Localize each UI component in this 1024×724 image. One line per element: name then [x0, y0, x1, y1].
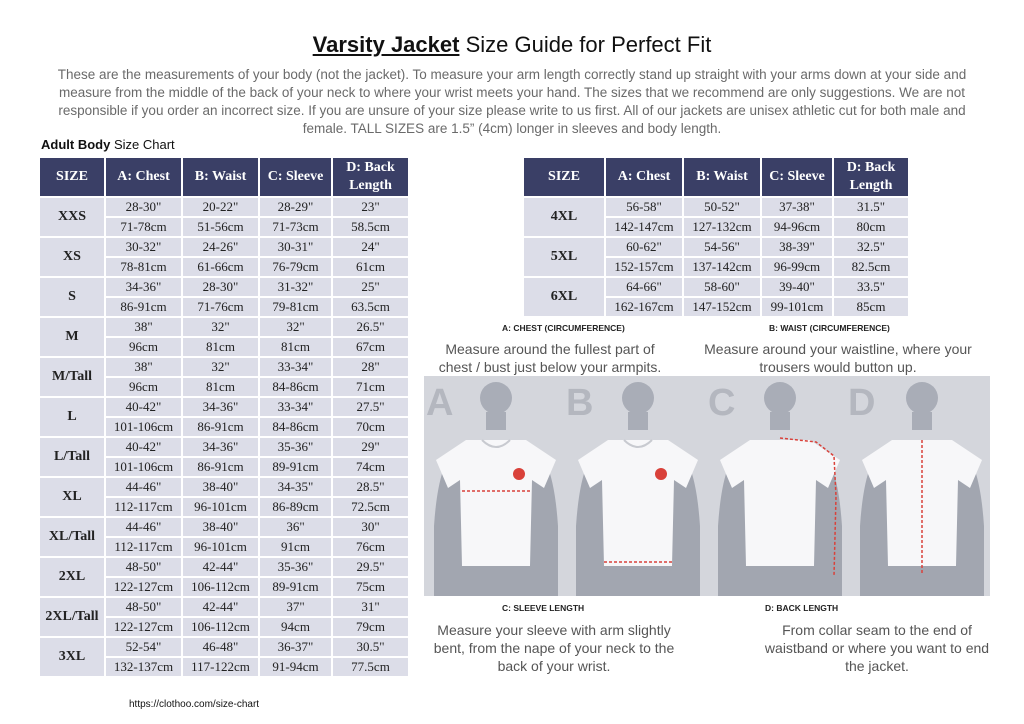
subtitle-bold: Adult Body	[41, 137, 111, 152]
cm-cell: 84-86cm	[260, 378, 331, 396]
inch-cell: 37-38"	[762, 198, 832, 216]
cm-cell: 86-89cm	[260, 498, 331, 516]
cm-cell: 82.5cm	[834, 258, 908, 276]
source-url: https://clothoo.com/size-chart	[129, 699, 260, 710]
size-table-right	[522, 156, 910, 318]
cm-cell: 79-81cm	[260, 298, 331, 316]
inch-cell: 38"	[106, 358, 181, 376]
cm-cell: 71-76cm	[183, 298, 258, 316]
cm-cell: 94-96cm	[762, 218, 832, 236]
cm-cell: 101-106cm	[106, 418, 181, 436]
cm-cell: 71-73cm	[260, 218, 331, 236]
waist-measure-header: B: WAIST (CIRCUMFERENCE)	[769, 323, 890, 333]
sleeve-measure-header: C: SLEEVE LENGTH	[502, 603, 585, 613]
inch-cell: 42-44"	[183, 598, 258, 616]
subtitle-rest: Size Chart	[110, 137, 175, 152]
cm-cell: 86-91cm	[106, 298, 181, 316]
inch-cell: 38"	[106, 318, 181, 336]
cm-cell: 81cm	[260, 338, 331, 356]
table-row	[40, 438, 408, 456]
inch-cell: 58-60"	[684, 278, 760, 296]
inch-cell: 34-36"	[183, 438, 258, 456]
column-header: B: Waist	[183, 158, 258, 196]
inch-cell: 32"	[183, 318, 258, 336]
inch-cell: 30-32"	[106, 238, 181, 256]
inch-cell: 50-52"	[684, 198, 760, 216]
figure-letter-a: A	[426, 382, 454, 424]
chest-measure-description: Measure around the fullest part of chest / bust just below your armpits.	[438, 341, 662, 375]
back-measure-header: D: BACK LENGTH	[765, 603, 839, 613]
figure-letter-c: C	[708, 382, 736, 424]
cm-cell: 77.5cm	[333, 658, 408, 676]
figure-letter-b: B	[566, 382, 594, 424]
cm-cell: 96-99cm	[762, 258, 832, 276]
inch-cell: 32.5"	[834, 238, 908, 256]
cm-cell: 58.5cm	[333, 218, 408, 236]
inch-cell: 39-40"	[762, 278, 832, 296]
table-row	[40, 318, 408, 336]
inch-cell: 38-39"	[762, 238, 832, 256]
cm-cell: 96cm	[106, 378, 181, 396]
title-product: Varsity Jacket	[312, 32, 460, 57]
inch-cell: 25"	[333, 278, 408, 296]
size-label: XL	[40, 478, 104, 516]
inch-cell: 32"	[183, 358, 258, 376]
column-header: D: Back Length	[333, 158, 408, 196]
column-header: A: Chest	[106, 158, 181, 196]
column-header: C: Sleeve	[260, 158, 331, 196]
column-header: A: Chest	[606, 158, 682, 196]
cm-cell: 72.5cm	[333, 498, 408, 516]
cm-cell: 71cm	[333, 378, 408, 396]
inch-cell: 60-62"	[606, 238, 682, 256]
column-header: B: Waist	[684, 158, 760, 196]
inch-cell: 34-35"	[260, 478, 331, 496]
cm-cell: 94cm	[260, 618, 331, 636]
cm-cell: 86-91cm	[183, 458, 258, 476]
measurement-illustration	[424, 376, 990, 596]
inch-cell: 33-34"	[260, 358, 331, 376]
inch-cell: 64-66"	[606, 278, 682, 296]
cm-cell: 51-56cm	[183, 218, 258, 236]
size-label: 5XL	[524, 238, 604, 276]
size-label: M	[40, 318, 104, 356]
inch-cell: 29.5"	[333, 558, 408, 576]
size-label: XXS	[40, 198, 104, 236]
size-label: 6XL	[524, 278, 604, 316]
inch-cell: 54-56"	[684, 238, 760, 256]
table-row	[40, 398, 408, 416]
inch-cell: 36-37"	[260, 638, 331, 656]
cm-cell: 74cm	[333, 458, 408, 476]
inch-cell: 30.5"	[333, 638, 408, 656]
cm-cell: 89-91cm	[260, 578, 331, 596]
cm-cell: 142-147cm	[606, 218, 682, 236]
size-label: 2XL/Tall	[40, 598, 104, 636]
inch-cell: 28"	[333, 358, 408, 376]
inch-cell: 44-46"	[106, 478, 181, 496]
cm-cell: 101-106cm	[106, 458, 181, 476]
inch-cell: 24-26"	[183, 238, 258, 256]
cm-cell: 91-94cm	[260, 658, 331, 676]
back-measure-description: From collar seam to the end of waistband or where you want to end the jacket.	[764, 622, 990, 674]
table-row	[524, 238, 908, 256]
cm-cell: 96-101cm	[183, 498, 258, 516]
cm-cell: 106-112cm	[183, 618, 258, 636]
inch-cell: 30-31"	[260, 238, 331, 256]
column-header: C: Sleeve	[762, 158, 832, 196]
size-label: 2XL	[40, 558, 104, 596]
size-label: S	[40, 278, 104, 316]
inch-cell: 23"	[333, 198, 408, 216]
cm-cell: 71-78cm	[106, 218, 181, 236]
size-label: L	[40, 398, 104, 436]
table-row	[40, 358, 408, 376]
cm-cell: 152-157cm	[606, 258, 682, 276]
inch-cell: 46-48"	[183, 638, 258, 656]
table-row	[40, 598, 408, 616]
page-title	[0, 32, 1024, 58]
inch-cell: 28.5"	[333, 478, 408, 496]
inch-cell: 27.5"	[333, 398, 408, 416]
inch-cell: 30"	[333, 518, 408, 536]
inch-cell: 31-32"	[260, 278, 331, 296]
cm-cell: 162-167cm	[606, 298, 682, 316]
inch-cell: 48-50"	[106, 598, 181, 616]
size-label: M/Tall	[40, 358, 104, 396]
inch-cell: 36"	[260, 518, 331, 536]
cm-cell: 79cm	[333, 618, 408, 636]
cm-cell: 67cm	[333, 338, 408, 356]
mannequin-d	[860, 382, 984, 596]
inch-cell: 31"	[333, 598, 408, 616]
inch-cell: 40-42"	[106, 398, 181, 416]
mannequin-c	[718, 382, 842, 596]
inch-cell: 40-42"	[106, 438, 181, 456]
cm-cell: 81cm	[183, 338, 258, 356]
cm-cell: 78-81cm	[106, 258, 181, 276]
chest-measure-header: A: CHEST (CIRCUMFERENCE)	[502, 323, 625, 333]
cm-cell: 86-91cm	[183, 418, 258, 436]
inch-cell: 37"	[260, 598, 331, 616]
inch-cell: 26.5"	[333, 318, 408, 336]
inch-cell: 52-54"	[106, 638, 181, 656]
column-header: SIZE	[40, 158, 104, 196]
inch-cell: 34-36"	[183, 398, 258, 416]
mannequin-figures	[424, 376, 990, 596]
inch-cell: 34-36"	[106, 278, 181, 296]
cm-cell: 127-132cm	[684, 218, 760, 236]
cm-cell: 117-122cm	[183, 658, 258, 676]
cm-cell: 70cm	[333, 418, 408, 436]
inch-cell: 31.5"	[834, 198, 908, 216]
column-header: SIZE	[524, 158, 604, 196]
size-label: L/Tall	[40, 438, 104, 476]
inch-cell: 28-29"	[260, 198, 331, 216]
table-row	[40, 558, 408, 576]
cm-cell: 147-152cm	[684, 298, 760, 316]
inch-cell: 28-30"	[106, 198, 181, 216]
cm-cell: 137-142cm	[684, 258, 760, 276]
cm-cell: 122-127cm	[106, 578, 181, 596]
inch-cell: 38-40"	[183, 478, 258, 496]
sleeve-measure-description: Measure your sleeve with arm slightly bent, from the nape of your neck to the back of your wrist.	[433, 622, 675, 674]
inch-cell: 35-36"	[260, 438, 331, 456]
table-row	[40, 638, 408, 656]
size-label: 3XL	[40, 638, 104, 676]
intro-text: These are the measurements of your body (not the jacket). To measure your arm length correctly stand up straight with your arms down at your side and measure from the middle of the back of your neck to where your wrist meets your hand. The sizes that we recommend are only suggestions. We are not responsible if you order an incorrect size. If you are unsure of your size please write to us first. All of our jackets are unisex athletic cut for both male and female. TALL SIZES are 1.5” (4cm) longer in sleeves and body length.	[57, 67, 967, 136]
inch-cell: 35-36"	[260, 558, 331, 576]
table-header-row	[40, 158, 408, 196]
table-row	[524, 198, 908, 216]
cm-cell: 106-112cm	[183, 578, 258, 596]
cm-cell: 80cm	[834, 218, 908, 236]
inch-cell: 33.5"	[834, 278, 908, 296]
inch-cell: 20-22"	[183, 198, 258, 216]
inch-cell: 48-50"	[106, 558, 181, 576]
cm-cell: 85cm	[834, 298, 908, 316]
inch-cell: 32"	[260, 318, 331, 336]
cm-cell: 84-86cm	[260, 418, 331, 436]
inch-cell: 38-40"	[183, 518, 258, 536]
waist-measure-description: Measure around your waistline, where your trousers would button up.	[704, 341, 972, 375]
cm-cell: 132-137cm	[106, 658, 181, 676]
inch-cell: 44-46"	[106, 518, 181, 536]
cm-cell: 76cm	[333, 538, 408, 556]
cm-cell: 75cm	[333, 578, 408, 596]
cm-cell: 63.5cm	[333, 298, 408, 316]
title-rest: Size Guide for Perfect Fit	[459, 32, 712, 57]
cm-cell: 61cm	[333, 258, 408, 276]
cm-cell: 122-127cm	[106, 618, 181, 636]
cm-cell: 96cm	[106, 338, 181, 356]
size-table-left	[38, 156, 410, 678]
inch-cell: 28-30"	[183, 278, 258, 296]
cm-cell: 89-91cm	[260, 458, 331, 476]
table-row	[40, 198, 408, 216]
size-label: XL/Tall	[40, 518, 104, 556]
table-header-row	[524, 158, 908, 196]
inch-cell: 56-58"	[606, 198, 682, 216]
cm-cell: 96-101cm	[183, 538, 258, 556]
cm-cell: 81cm	[183, 378, 258, 396]
cm-cell: 76-79cm	[260, 258, 331, 276]
cm-cell: 112-117cm	[106, 498, 181, 516]
size-chart-subtitle	[41, 137, 175, 152]
table-row	[40, 278, 408, 296]
table-row	[40, 478, 408, 496]
table-row	[40, 238, 408, 256]
inch-cell: 24"	[333, 238, 408, 256]
table-row	[40, 518, 408, 536]
inch-cell: 33-34"	[260, 398, 331, 416]
size-label: 4XL	[524, 198, 604, 236]
size-label: XS	[40, 238, 104, 276]
cm-cell: 61-66cm	[183, 258, 258, 276]
column-header: D: Back Length	[834, 158, 908, 196]
cm-cell: 91cm	[260, 538, 331, 556]
cm-cell: 99-101cm	[762, 298, 832, 316]
inch-cell: 29"	[333, 438, 408, 456]
table-row	[524, 278, 908, 296]
inch-cell: 42-44"	[183, 558, 258, 576]
figure-letter-d: D	[848, 382, 876, 424]
cm-cell: 112-117cm	[106, 538, 181, 556]
mannequin-b	[576, 382, 700, 596]
